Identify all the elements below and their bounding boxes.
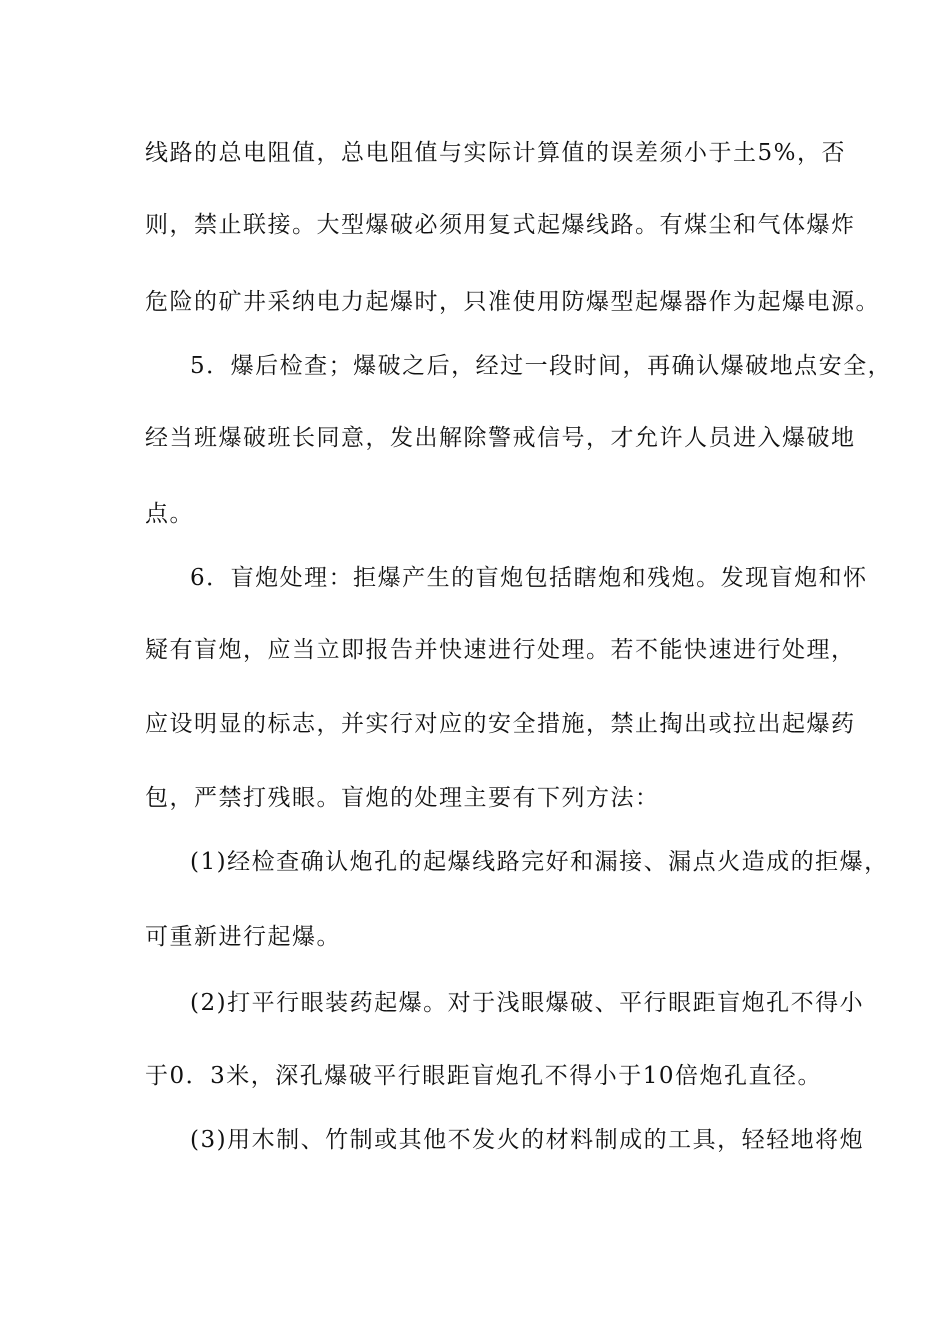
- text-line-content: 危险的矿井采纳电力起爆时，只准使用防爆型起爆器作为起爆电源。: [145, 289, 880, 315]
- text-line-content: 6．盲炮处理：拒爆产生的盲炮包括瞎炮和残炮。发现盲炮和怀: [190, 565, 868, 591]
- text-line: [0, 346, 950, 386]
- text-line-content: 应设明显的标志，并实行对应的安全措施，禁止掏出或拉出起爆药: [145, 711, 856, 737]
- text-line: [0, 282, 950, 322]
- text-line: [0, 1120, 950, 1160]
- text-line: [0, 842, 950, 882]
- text-line-content: (3)用木制、竹制或其他不发火的材料制成的工具，轻轻地将炮: [190, 1127, 865, 1153]
- text-line: [0, 778, 950, 818]
- text-line: [0, 1056, 950, 1096]
- text-line-content: 5．爆后检查；爆破之后，经过一段时间，再确认爆破地点安全，: [190, 353, 893, 379]
- text-line-content: 包，严禁打残眼。盲炮的处理主要有下列方法：: [145, 785, 660, 811]
- text-line-content: 于0．3米，深孔爆破平行眼距盲炮孔不得小于10倍炮孔直径。: [145, 1063, 823, 1089]
- text-line-content: 线路的总电阻值，总电阻值与实际计算值的误差须小于土5%，否: [145, 140, 846, 166]
- text-line-content: 经当班爆破班长同意，发出解除警戒信号，才允许人员进入爆破地: [145, 425, 856, 451]
- text-line-content: 则，禁止联接。大型爆破必须用复式起爆线路。有煤尘和气体爆炸: [145, 212, 856, 238]
- text-line: [0, 205, 950, 245]
- text-line: [0, 917, 950, 957]
- text-line: [0, 630, 950, 670]
- text-line-content: 可重新进行起爆。: [145, 924, 341, 950]
- text-line: [0, 418, 950, 458]
- text-line: [0, 494, 950, 534]
- text-line: [0, 983, 950, 1023]
- text-line: [0, 133, 950, 173]
- text-line-content: 点。: [145, 501, 194, 527]
- text-line: [0, 558, 950, 598]
- text-line: [0, 704, 950, 744]
- text-line-content: (1)经检查确认炮孔的起爆线路完好和漏接、漏点火造成的拒爆，: [190, 849, 889, 875]
- text-line-content: 疑有盲炮，应当立即报告并快速进行处理。若不能快速进行处理，: [145, 637, 856, 663]
- text-line-content: (2)打平行眼装药起爆。对于浅眼爆破、平行眼距盲炮孔不得小: [190, 990, 865, 1016]
